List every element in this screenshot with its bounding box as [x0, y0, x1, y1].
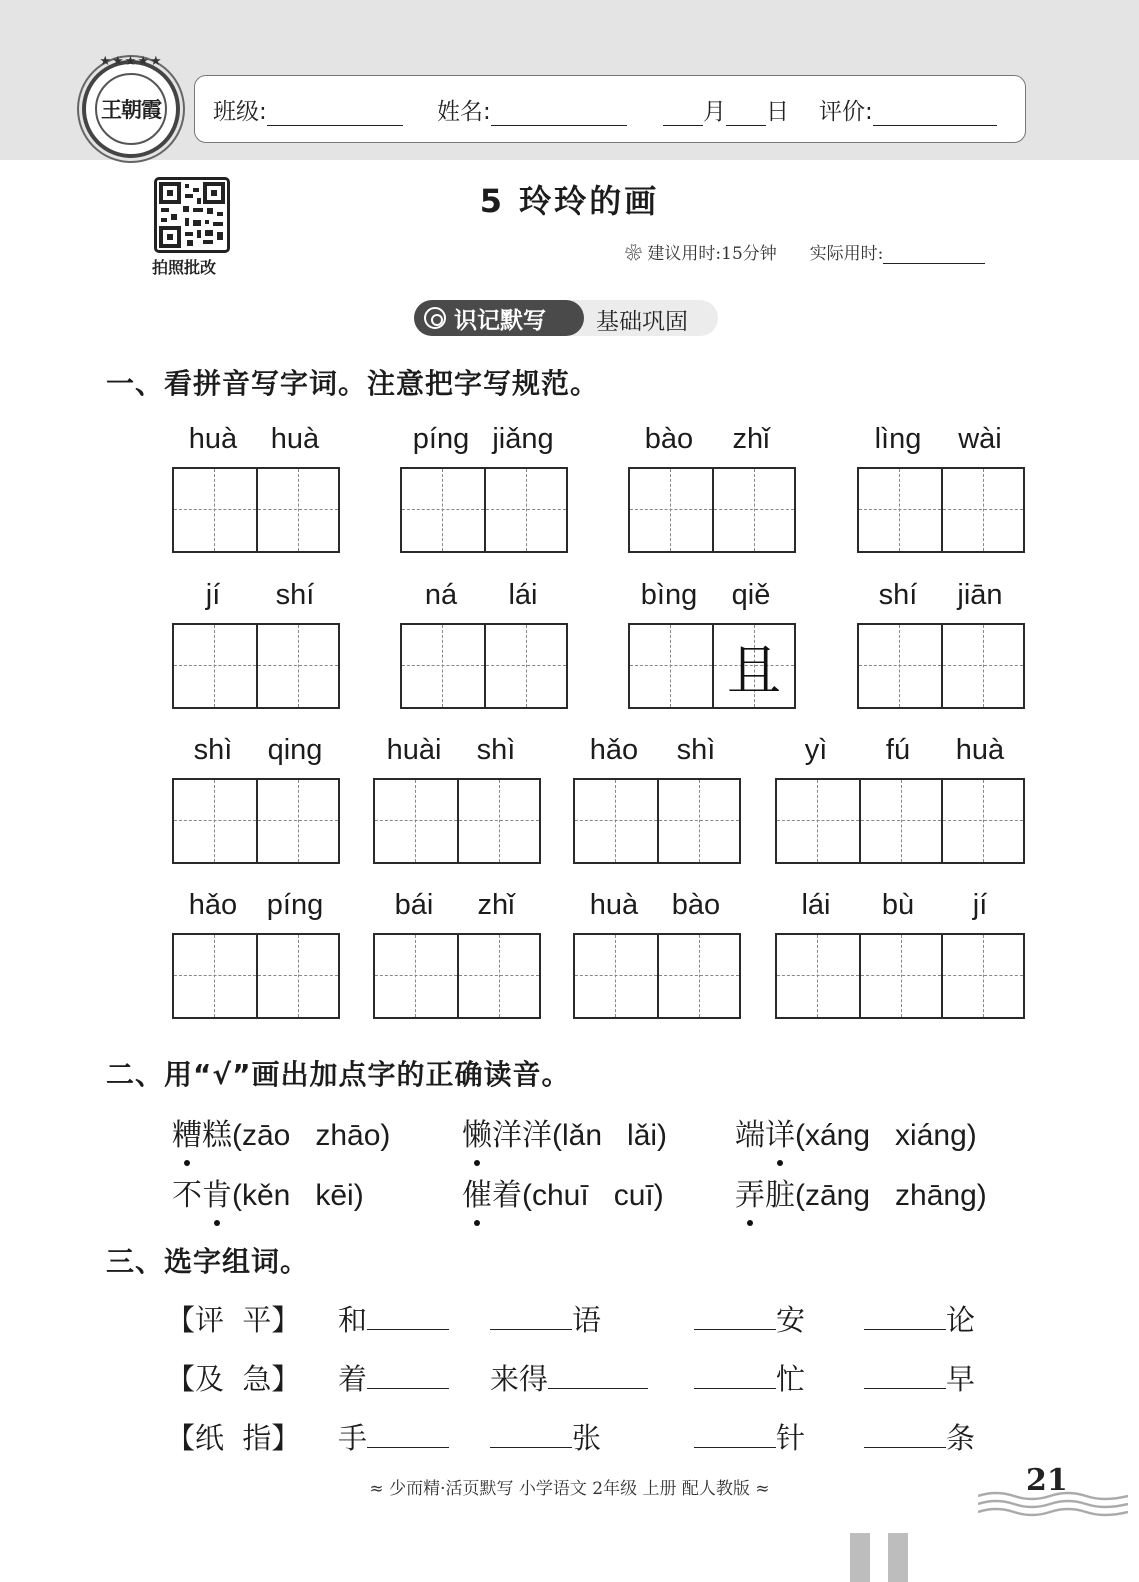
writing-cell[interactable]: [174, 469, 256, 551]
pinyin-syllable: bào: [671, 889, 721, 921]
pinyin-syllable: shì: [476, 734, 516, 766]
name-label: 姓名:: [437, 99, 491, 125]
answer-blank[interactable]: [367, 1418, 449, 1448]
pronunciation-item[interactable]: [462, 1170, 664, 1214]
rating-blank[interactable]: [873, 100, 997, 126]
section2-heading: 二、用“√”画出加点字的正确读音。: [106, 1058, 571, 1091]
pinyin-syllable: bù: [881, 889, 915, 921]
writing-cell[interactable]: [859, 469, 941, 551]
pinyin-syllable: hǎo: [188, 889, 238, 921]
writing-cell[interactable]: [941, 625, 1023, 707]
writing-cell[interactable]: [457, 780, 539, 862]
month-blank[interactable]: [663, 100, 703, 126]
writing-cell[interactable]: [375, 780, 457, 862]
month-label: 月: [703, 99, 726, 125]
word-blank-item[interactable]: [694, 1416, 805, 1457]
writing-cells: [373, 933, 541, 1019]
logo-stars: ★★★★★: [99, 54, 163, 69]
writing-cells: [775, 933, 1025, 1019]
pinyin-syllable: jí: [205, 579, 221, 611]
answer-blank[interactable]: [490, 1418, 572, 1448]
writing-cell[interactable]: [941, 935, 1023, 1017]
pinyin-syllable: qiě: [731, 579, 771, 611]
pinyin-syllable: qing: [267, 734, 323, 766]
writing-cell[interactable]: [575, 780, 657, 862]
writing-cell[interactable]: [941, 780, 1023, 862]
word-blank-item[interactable]: [490, 1416, 601, 1457]
writing-cell[interactable]: [402, 469, 484, 551]
writing-cell[interactable]: [256, 780, 338, 862]
writing-cell[interactable]: [457, 935, 539, 1017]
writing-cell[interactable]: [256, 469, 338, 551]
word-part: 不: [172, 1178, 202, 1213]
word-part: 和: [338, 1303, 368, 1337]
word-part: 来得: [490, 1362, 549, 1396]
writing-cells: [573, 778, 741, 864]
given-character: 且: [727, 638, 781, 702]
pinyin-options[interactable]: (zāo zhāo): [232, 1119, 391, 1152]
leaf-icon: ❀: [625, 244, 642, 264]
pinyin-syllable: shì: [676, 734, 716, 766]
pronunciation-item[interactable]: [735, 1110, 977, 1154]
actual-time-label: 实际用时:: [809, 244, 884, 264]
pinyin-syllable: fú: [885, 734, 911, 766]
pinyin-syllable: hǎo: [589, 734, 639, 766]
pinyin-syllable: lái: [508, 579, 538, 611]
pronunciation-item[interactable]: [462, 1110, 667, 1154]
writing-cell[interactable]: [630, 625, 712, 707]
writing-cells: [172, 623, 340, 709]
class-blank[interactable]: [267, 100, 403, 126]
word-part: 着: [492, 1178, 522, 1213]
pinyin-syllable: shí: [275, 579, 315, 611]
pinyin-options[interactable]: (lǎn lǎi): [552, 1119, 668, 1152]
writing-cell[interactable]: [174, 625, 256, 707]
writing-cells: [373, 778, 541, 864]
section-badge: [414, 300, 718, 336]
logo-text: 王朝霞: [101, 97, 161, 122]
pinyin-syllable: huà: [270, 423, 320, 455]
answer-blank[interactable]: [490, 1300, 572, 1330]
word-part: 针: [776, 1421, 806, 1455]
writing-cells: [172, 467, 340, 553]
pinyin-syllable: zhǐ: [732, 423, 770, 455]
pronunciation-item[interactable]: [172, 1110, 390, 1154]
date-field[interactable]: [663, 93, 789, 126]
pinyin-syllable: jiǎng: [492, 423, 554, 455]
dotted-character: 肯: [202, 1170, 232, 1214]
day-label: 日: [766, 99, 789, 125]
day-blank[interactable]: [726, 100, 766, 126]
answer-blank[interactable]: [864, 1300, 946, 1330]
pinyin-syllable: lái: [801, 889, 831, 921]
writing-cell[interactable]: [402, 625, 484, 707]
badge-light-label: 基础巩固: [596, 309, 688, 335]
word-part: 端: [735, 1118, 765, 1153]
word-part: 论: [946, 1303, 976, 1337]
writing-cell[interactable]: [859, 935, 941, 1017]
writing-cells: [172, 778, 340, 864]
writing-cell[interactable]: [484, 625, 566, 707]
medal-icon: [424, 307, 446, 329]
rating-field[interactable]: [819, 93, 997, 126]
word-blank-item[interactable]: [490, 1357, 648, 1398]
pinyin-syllable: wài: [958, 423, 1002, 455]
dotted-character: 详: [765, 1110, 795, 1154]
writing-cell[interactable]: [712, 469, 794, 551]
answer-blank[interactable]: [367, 1359, 449, 1389]
class-label: 班级:: [213, 99, 267, 125]
word-part: 手: [338, 1421, 368, 1455]
pinyin-syllable: jiān: [957, 579, 1003, 611]
dotted-character: 懒: [462, 1110, 492, 1154]
pinyin-syllable: píng: [266, 889, 324, 921]
writing-cell[interactable]: [256, 625, 338, 707]
pinyin-syllable: zhǐ: [477, 889, 515, 921]
word-blank-item[interactable]: [694, 1298, 805, 1339]
writing-cells: [628, 623, 796, 709]
writing-cell[interactable]: [575, 935, 657, 1017]
word-part: 条: [946, 1421, 976, 1455]
writing-cells: [628, 467, 796, 553]
pinyin-syllable: jí: [972, 889, 988, 921]
writing-cells: [857, 623, 1025, 709]
badge-dark: [414, 300, 584, 336]
choice-characters: 【及 急】: [166, 1362, 301, 1396]
answer-blank[interactable]: [864, 1359, 946, 1389]
word-blank-item[interactable]: [864, 1298, 975, 1339]
word-blank-item[interactable]: [338, 1298, 449, 1339]
binding-mark: [888, 1533, 908, 1582]
choice-characters: 【评 平】: [166, 1303, 301, 1337]
publisher-logo: [82, 54, 180, 158]
pinyin-syllable: huài: [386, 734, 442, 766]
writing-cell[interactable]: [174, 935, 256, 1017]
writing-cell[interactable]: [777, 935, 859, 1017]
word-part: 早: [946, 1362, 976, 1396]
pinyin-options[interactable]: (xáng xiáng): [795, 1119, 977, 1152]
dotted-character: 弄: [735, 1170, 765, 1214]
word-part: 糕: [202, 1118, 232, 1153]
word-part: 张: [572, 1421, 602, 1455]
choice-characters: 【纸 指】: [166, 1421, 301, 1455]
writing-cells: [573, 933, 741, 1019]
pronunciation-item[interactable]: [735, 1170, 987, 1214]
pinyin-syllable: ná: [424, 579, 458, 611]
word-part: 语: [572, 1303, 602, 1337]
pinyin-syllable: lìng: [874, 423, 922, 455]
answer-blank[interactable]: [694, 1300, 776, 1330]
pronunciation-item[interactable]: [172, 1170, 364, 1214]
name-field[interactable]: [437, 93, 627, 126]
pinyin-syllable: huà: [955, 734, 1005, 766]
badge-dark-label: 识记默写: [454, 307, 546, 334]
student-info-box: [194, 75, 1026, 143]
answer-blank[interactable]: [548, 1359, 648, 1389]
rating-label: 评价:: [819, 99, 873, 125]
answer-blank[interactable]: [694, 1359, 776, 1389]
section1-heading: 一、看拼音写字词。注意把字写规范。: [106, 367, 600, 400]
actual-time-blank[interactable]: [883, 244, 985, 264]
pinyin-options[interactable]: (chuī cuī): [522, 1179, 664, 1212]
pinyin-syllable: shí: [878, 579, 918, 611]
lesson-title: 5 玲玲的画: [479, 182, 660, 220]
writing-cells: [857, 467, 1025, 553]
dotted-character: 催: [462, 1170, 492, 1214]
writing-cells: [775, 778, 1025, 864]
writing-cell[interactable]: [712, 625, 794, 707]
pinyin-syllable: yì: [804, 734, 828, 766]
writing-cell[interactable]: [657, 780, 739, 862]
writing-cells: [400, 623, 568, 709]
writing-cell[interactable]: [630, 469, 712, 551]
pinyin-syllable: bào: [644, 423, 694, 455]
word-blank-item[interactable]: [864, 1416, 975, 1457]
logo-seal: [95, 73, 167, 145]
page-number: 21: [1026, 1463, 1068, 1498]
class-field[interactable]: [213, 93, 403, 126]
section3-heading: 三、选字组词。: [106, 1245, 310, 1278]
answer-blank[interactable]: [367, 1300, 449, 1330]
dotted-character: 糟: [172, 1110, 202, 1154]
word-part: 脏: [765, 1178, 795, 1213]
pinyin-syllable: shì: [193, 734, 233, 766]
writing-cell[interactable]: [859, 625, 941, 707]
footer-text: ≈ 少而精·活页默写 小学语文 2年级 上册 配人教版 ≈: [369, 1479, 770, 1499]
word-blank-item[interactable]: [694, 1357, 805, 1398]
answer-blank[interactable]: [864, 1418, 946, 1448]
binding-mark: [850, 1533, 870, 1582]
writing-cell[interactable]: [941, 469, 1023, 551]
word-blank-item[interactable]: [338, 1357, 449, 1398]
word-blank-item[interactable]: [338, 1416, 449, 1457]
word-part: 忙: [776, 1362, 806, 1396]
writing-cells: [400, 467, 568, 553]
word-part: 着: [338, 1362, 368, 1396]
writing-cells: [172, 933, 340, 1019]
wave-decoration: [978, 1486, 1128, 1526]
answer-blank[interactable]: [694, 1418, 776, 1448]
pinyin-syllable: píng: [412, 423, 470, 455]
pinyin-syllable: huà: [589, 889, 639, 921]
writing-cell[interactable]: [777, 780, 859, 862]
writing-cell[interactable]: [657, 935, 739, 1017]
suggested-time: 建议用时:15分钟: [647, 244, 777, 264]
pinyin-options[interactable]: (kěn kēi): [232, 1179, 364, 1212]
writing-cell[interactable]: [484, 469, 566, 551]
word-blank-item[interactable]: [864, 1357, 975, 1398]
pinyin-options[interactable]: (zāng zhāng): [795, 1179, 987, 1212]
writing-cell[interactable]: [174, 780, 256, 862]
pinyin-syllable: bìng: [640, 579, 698, 611]
writing-cell[interactable]: [375, 935, 457, 1017]
pinyin-syllable: bái: [394, 889, 434, 921]
time-line: [625, 239, 985, 264]
name-blank[interactable]: [491, 100, 627, 126]
word-part: 洋洋: [492, 1118, 552, 1153]
word-blank-item[interactable]: [490, 1298, 601, 1339]
word-part: 安: [776, 1303, 806, 1337]
pinyin-syllable: huà: [188, 423, 238, 455]
qr-label: 拍照批改: [152, 258, 217, 277]
writing-cell[interactable]: [256, 935, 338, 1017]
writing-cell[interactable]: [859, 780, 941, 862]
